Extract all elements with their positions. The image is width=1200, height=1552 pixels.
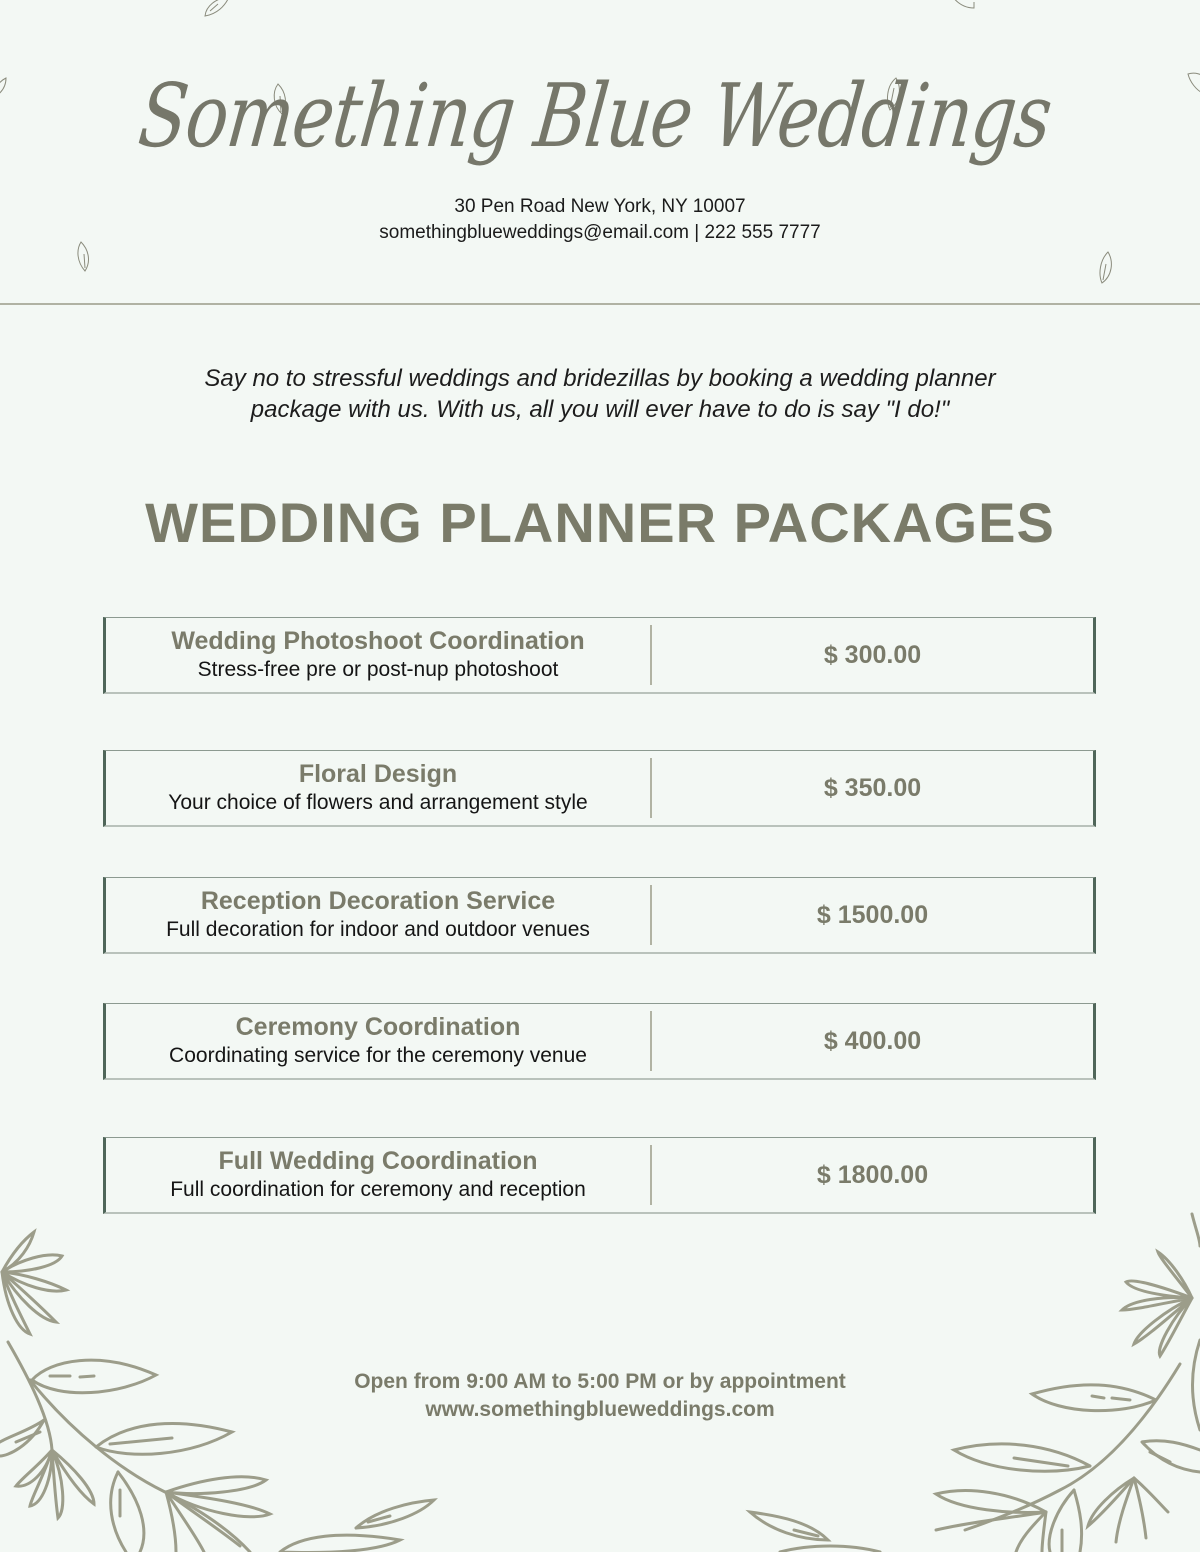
package-row (103, 750, 1096, 827)
package-price: $ 300.00 (823, 640, 922, 669)
package-name: Floral Design (298, 760, 458, 788)
contact-line: somethingblueweddings@email.com | 222 555 7777 (379, 222, 821, 243)
package-price: $ 1500.00 (816, 900, 929, 929)
package-price-cell (652, 751, 1093, 825)
package-info (106, 1004, 650, 1078)
package-description: Stress-free pre or post-nup photoshoot (197, 658, 559, 681)
header-divider (0, 303, 1200, 305)
package-row (103, 1003, 1096, 1080)
package-price-cell (652, 878, 1093, 952)
package-row (103, 877, 1096, 954)
website-link[interactable]: www.somethingblueweddings.com (425, 1398, 775, 1421)
leaf-icon (950, 0, 978, 12)
package-description: Full decoration for indoor and outdoor venues (166, 918, 590, 941)
leaf-icon (1096, 250, 1118, 286)
package-description: Coordinating service for the ceremony venue (169, 1044, 587, 1067)
floral-branch-icon (740, 1200, 1200, 1552)
address-text: 30 Pen Road New York, NY 10007 (454, 196, 746, 217)
package-price-cell (652, 618, 1093, 692)
package-info (106, 878, 650, 952)
package-info (106, 618, 650, 692)
intro-line-1: Say no to stressful weddings and bridezillas by booking a wedding planner (204, 365, 996, 392)
intro-text (120, 363, 1080, 425)
package-price: $ 1800.00 (816, 1160, 929, 1189)
package-price-cell (652, 1004, 1093, 1078)
package-info (106, 751, 650, 825)
package-description: Full coordination for ceremony and reception (170, 1178, 586, 1201)
package-price: $ 400.00 (823, 1026, 922, 1055)
package-price: $ 350.00 (823, 773, 922, 802)
floral-branch-icon (0, 1210, 450, 1552)
section-title: WEDDING PLANNER PACKAGES (145, 491, 1055, 554)
package-description: Your choice of flowers and arrangement style (168, 791, 588, 814)
package-name: Ceremony Coordination (235, 1013, 521, 1041)
package-name: Wedding Photoshoot Coordination (171, 627, 585, 655)
package-row (103, 617, 1096, 694)
package-name: Reception Decoration Service (200, 887, 556, 915)
intro-line-2: package with us. With us, all you will ever have to do is say "I do!" (250, 396, 950, 423)
package-name: Full Wedding Coordination (218, 1147, 538, 1175)
business-hours: Open from 9:00 AM to 5:00 PM or by appointment (354, 1370, 846, 1393)
package-info (106, 1138, 650, 1212)
leaf-icon (200, 0, 232, 22)
brand-logo-script: Something Blue Weddings (133, 64, 1057, 167)
